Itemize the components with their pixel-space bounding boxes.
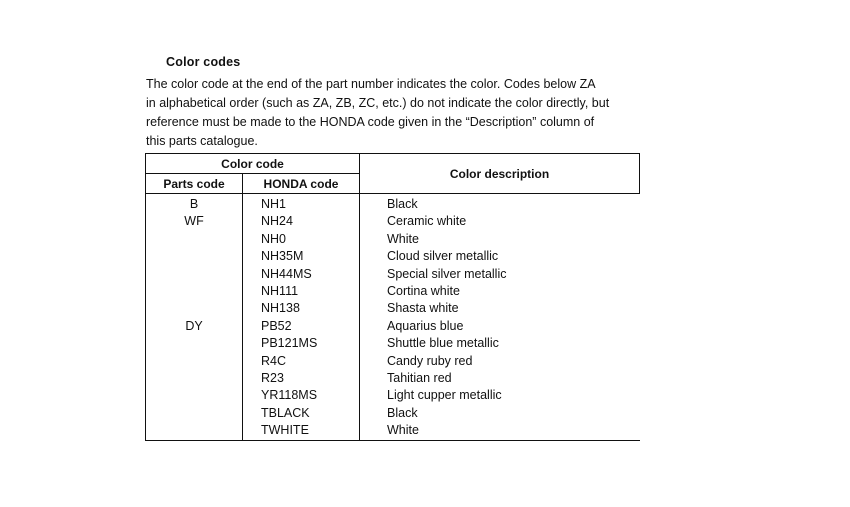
honda-code-cell: PB52 bbox=[243, 318, 360, 335]
intro-line: reference must be made to the HONDA code given in the “Description” column of bbox=[146, 115, 595, 129]
parts-code-cell: WF bbox=[146, 213, 243, 230]
parts-code-cell bbox=[146, 266, 243, 283]
color-description-cell: Light cupper metallic bbox=[360, 387, 640, 404]
intro-line: in alphabetical order (such as ZA, ZB, ZC, etc.) do not indicate the color directly, but bbox=[146, 96, 610, 110]
color-description-cell: White bbox=[360, 231, 640, 248]
table-row bbox=[146, 194, 640, 214]
table-row bbox=[146, 231, 640, 248]
intro-paragraph bbox=[146, 75, 646, 151]
table-row bbox=[146, 266, 640, 283]
section-heading: Color codes bbox=[166, 55, 241, 69]
parts-code-cell bbox=[146, 405, 243, 422]
honda-code-cell: TWHITE bbox=[243, 422, 360, 440]
honda-code-cell: TBLACK bbox=[243, 405, 360, 422]
parts-code-cell: DY bbox=[146, 318, 243, 335]
color-description-header: Color description bbox=[360, 154, 640, 194]
table-row bbox=[146, 422, 640, 440]
color-description-cell: Candy ruby red bbox=[360, 353, 640, 370]
color-code-group-header: Color code bbox=[146, 154, 360, 174]
intro-line: The color code at the end of the part number indicates the color. Codes below ZA bbox=[146, 77, 596, 91]
honda-code-cell: R23 bbox=[243, 370, 360, 387]
table-row bbox=[146, 335, 640, 352]
parts-code-cell bbox=[146, 353, 243, 370]
color-description-cell: White bbox=[360, 422, 640, 440]
parts-code-cell bbox=[146, 283, 243, 300]
honda-code-cell: YR118MS bbox=[243, 387, 360, 404]
color-description-cell: Cloud silver metallic bbox=[360, 248, 640, 265]
color-description-cell: Special silver metallic bbox=[360, 266, 640, 283]
table-row bbox=[146, 318, 640, 335]
color-description-cell: Black bbox=[360, 194, 640, 214]
honda-code-cell: R4C bbox=[243, 353, 360, 370]
table-row bbox=[146, 248, 640, 265]
color-code-table bbox=[145, 153, 640, 441]
honda-code-cell: NH35M bbox=[243, 248, 360, 265]
table-row bbox=[146, 213, 640, 230]
parts-code-cell: B bbox=[146, 194, 243, 214]
honda-code-header: HONDA code bbox=[243, 174, 360, 194]
honda-code-cell: PB121MS bbox=[243, 335, 360, 352]
color-description-cell: Black bbox=[360, 405, 640, 422]
table-row bbox=[146, 405, 640, 422]
table-row bbox=[146, 387, 640, 404]
table-row bbox=[146, 353, 640, 370]
table-row bbox=[146, 300, 640, 317]
parts-code-cell bbox=[146, 248, 243, 265]
intro-line: this parts catalogue. bbox=[146, 134, 258, 148]
parts-code-cell bbox=[146, 335, 243, 352]
color-description-cell: Tahitian red bbox=[360, 370, 640, 387]
honda-code-cell: NH44MS bbox=[243, 266, 360, 283]
honda-code-cell: NH24 bbox=[243, 213, 360, 230]
color-description-cell: Aquarius blue bbox=[360, 318, 640, 335]
table-row bbox=[146, 370, 640, 387]
parts-code-cell bbox=[146, 231, 243, 248]
parts-code-cell bbox=[146, 387, 243, 404]
parts-code-cell bbox=[146, 300, 243, 317]
honda-code-cell: NH138 bbox=[243, 300, 360, 317]
honda-code-cell: NH1 bbox=[243, 194, 360, 214]
parts-code-cell bbox=[146, 370, 243, 387]
table-body bbox=[146, 194, 640, 441]
color-description-cell: Shuttle blue metallic bbox=[360, 335, 640, 352]
honda-code-cell: NH0 bbox=[243, 231, 360, 248]
parts-code-cell bbox=[146, 422, 243, 440]
table-row bbox=[146, 283, 640, 300]
honda-code-cell: NH111 bbox=[243, 283, 360, 300]
parts-code-header: Parts code bbox=[146, 174, 243, 194]
color-description-cell: Shasta white bbox=[360, 300, 640, 317]
color-description-cell: Ceramic white bbox=[360, 213, 640, 230]
color-description-cell: Cortina white bbox=[360, 283, 640, 300]
